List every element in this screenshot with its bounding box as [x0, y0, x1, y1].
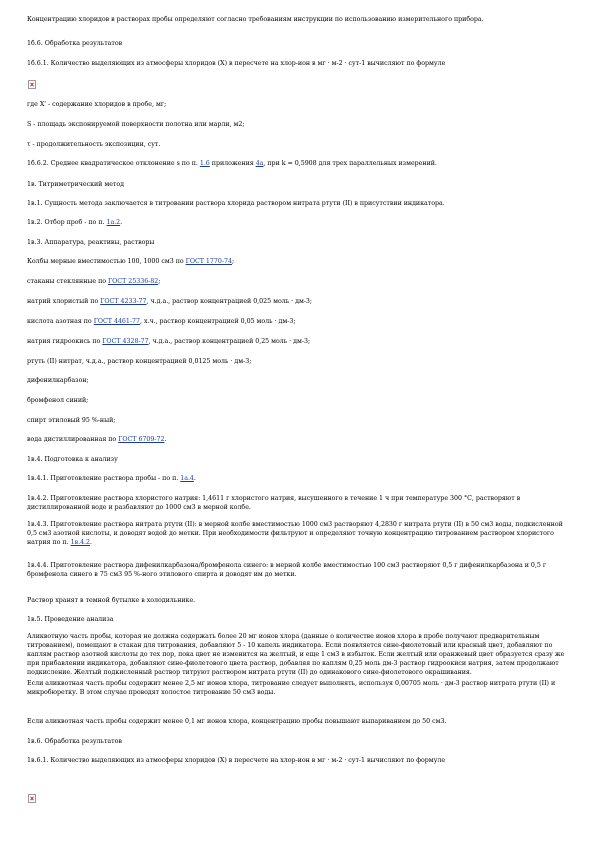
- paragraph: [27, 435, 572, 444]
- paragraph: 1б.6. Обработка результатов: [27, 40, 123, 47]
- paragraph: 1в.4.4. Приготовление раствора дифенилкарбазона/бромфенола синего: в мерной колбе вместимостью 100 см3 растворяют 0,5 г дифенилкарбазона и 0,5 г бромфенола синего в 75 см3 95 %-ного этилового спирта и доводят им до метки.: [27, 562, 547, 578]
- reference-link[interactable]: ГОСТ 4461-77: [93, 318, 140, 325]
- paragraph: ртуть (II) нитрат, ч.д.а., раствор концентрацией 0,0125 моль · дм-3;: [27, 358, 252, 365]
- paragraph: [27, 218, 572, 227]
- paragraph-text: , ч.д.а., раствор концентрацией 0,025 моль · дм-3;: [146, 298, 313, 305]
- paragraph: Аликвотную часть пробы, которая не должна содержать более 20 мг ионов хлора (данные о количестве ионов хлора в пробе получают предварительным титрованием), помещают в стакан для титрования, добавляют 5 - 10 капель индикатора. Если появляется сине-фиолетовый или красный цвет, добавляют по каплям раствор азотной кислоты до тех пор, пока цвет не изменится на желтый, и еще 1 см3 в избыток. Если желтый или оранжевый цвет образуется сразу же при прибавлении индикатора, добавляют сине-фиолетового цвета раствор, добавляя по каплям 0,25 моль дм-3 раствор гидроокиси натрия, затем продолжают подкисление. Желтый подкисленный раствор титруют раствором нитрата ртути (II) до одинакового сине-фиолетового окрашивания.: [27, 633, 565, 676]
- paragraph: 1в.6. Обработка результатов: [27, 738, 122, 745]
- paragraph-text: приложения: [209, 160, 256, 167]
- paragraph: 1в.5. Проведение анализа: [27, 616, 114, 623]
- paragraph: S - площадь экспонируемой поверхности полотна или марли, м2;: [27, 121, 245, 128]
- paragraph-text: ;: [231, 258, 235, 265]
- reference-link[interactable]: 1.6: [199, 160, 210, 167]
- paragraph-text: .: [120, 219, 123, 226]
- paragraph: Концентрацию хлоридов в растворах пробы определяют согласно требованиям инструкции по использованию измерительного прибора.: [27, 16, 484, 23]
- paragraph-text: стаканы стеклянные по: [27, 278, 108, 285]
- paragraph: [27, 474, 572, 483]
- paragraph-text: 1в.4.3. Приготовление раствора нитрата ртути (II): в мерной колбе вместимостью 1000 см3 растворяют 4,2830 г нитрата ртути (II) в 50 см3 воды, подкисленной 0,5 см3 азотной кислоты, и доводят водой до метки. При необходимости фильтруют и определяют точную концентрацию титрованием раствором хлористого натрия по п.: [27, 521, 563, 546]
- broken-image-icon: [28, 80, 36, 89]
- paragraph: [27, 257, 572, 266]
- paragraph: дифенилкарбазон;: [27, 377, 89, 384]
- reference-link[interactable]: 4а: [255, 160, 264, 167]
- paragraph: где Х' - содержание хлоридов в пробе, мг;: [27, 101, 167, 108]
- reference-link[interactable]: ГОСТ 1770-74: [185, 258, 232, 265]
- reference-link[interactable]: ГОСТ 4233-77: [100, 298, 147, 305]
- paragraph: бромфенол синий;: [27, 397, 89, 404]
- paragraph-text: 1в.4.1. Приготовление раствора пробы - по п.: [27, 475, 181, 482]
- paragraph: 1в.3. Аппаратура, реактивы, растворы: [27, 239, 155, 246]
- paragraph: 1в. Титриметрический метод: [27, 181, 125, 188]
- paragraph: спирт этиловый 95 %-ный;: [27, 417, 116, 424]
- paragraph-text: , х.ч., раствор концентрацией 0,05 моль · дм-3;: [139, 318, 296, 325]
- paragraph: Если аликвотная часть пробы содержит менее 2,5 мг ионов хлора, титрование следует выполнять, используя 0,00705 моль · дм-3 раствор нитрата ртути (II) и микробюретку. В этом случае проводят холостое титрование 50 см3 воды.: [27, 680, 556, 696]
- reference-link[interactable]: 1в.4.2: [70, 539, 91, 546]
- paragraph-text: ;: [158, 278, 161, 285]
- reference-link[interactable]: 1а.4: [180, 475, 194, 482]
- paragraph: Если аликвотная часть пробы содержит менее 0,1 мг ионов хлора, концентрацию пробы повышают выпариванием до 50 см3.: [27, 718, 447, 725]
- paragraph: [27, 337, 572, 346]
- paragraph-text: .: [164, 436, 167, 443]
- broken-image-icon: [28, 794, 36, 803]
- reference-link[interactable]: ГОСТ 6709-72: [118, 436, 165, 443]
- paragraph: [27, 297, 572, 306]
- paragraph: [27, 317, 572, 326]
- paragraph-text: , ч.д.а., раствор концентрацией 0,25 моль · дм-3;: [148, 338, 311, 345]
- reference-link[interactable]: ГОСТ 25336-82: [108, 278, 159, 285]
- paragraph-text: .: [193, 475, 196, 482]
- paragraph: 1в.4. Подготовка к анализу: [27, 456, 118, 463]
- reference-link[interactable]: 1а.2: [106, 219, 121, 226]
- paragraph-text: кислота азотная по: [27, 318, 94, 325]
- paragraph: [27, 159, 572, 168]
- paragraph-text: вода дистиллированная по: [27, 436, 119, 443]
- reference-link[interactable]: ГОСТ 4328-77: [102, 338, 149, 345]
- paragraph: τ - продолжительность экспозиции, сут.: [27, 141, 161, 148]
- paragraph-text: Колбы мерные вместимостью 100, 1000 см3 по: [27, 258, 186, 265]
- paragraph-text: , при k = 0,5908 для трех параллельных измерений.: [263, 160, 437, 167]
- paragraph: Раствор хранят в темной бутылке в холодильнике.: [27, 597, 196, 604]
- paragraph-text: 1б.6.2. Среднее квадратическое отклонение s по п.: [27, 160, 200, 167]
- paragraph-text: 1в.2. Отбор проб - по п.: [27, 219, 107, 226]
- paragraph: 1в.4.2. Приготовление раствора хлористого натрия: 1,4611 г хлористого натрия, высушенного в течение 1 ч при температуре 300 °С, растворяют в дистиллированной воде и разбавляют до 1000 см3 в мерной колбе.: [27, 495, 521, 511]
- paragraph: 1в.6.1. Количество выделяющих из атмосферы хлоридов (Х) в пересчете на хлор-ион в мг · м-2 · сут-1 вычисляют по формуле: [27, 757, 446, 764]
- paragraph: 1в.1. Сущность метода заключается в титровании раствора хлорида раствором нитрата ртути (II) в присутствии индикатора.: [27, 200, 445, 207]
- paragraph: [27, 277, 572, 286]
- paragraph-text: натрий хлористый по: [27, 298, 101, 305]
- paragraph-text: натрия гидроокись по: [27, 338, 103, 345]
- paragraph-text: .: [90, 539, 93, 546]
- paragraph: 1б.6.1. Количество выделяющих из атмосферы хлоридов (Х) в пересчете на хлор-ион в мг · м-2 · сут-1 вычисляют по формуле: [27, 60, 446, 67]
- paragraph: [27, 520, 572, 547]
